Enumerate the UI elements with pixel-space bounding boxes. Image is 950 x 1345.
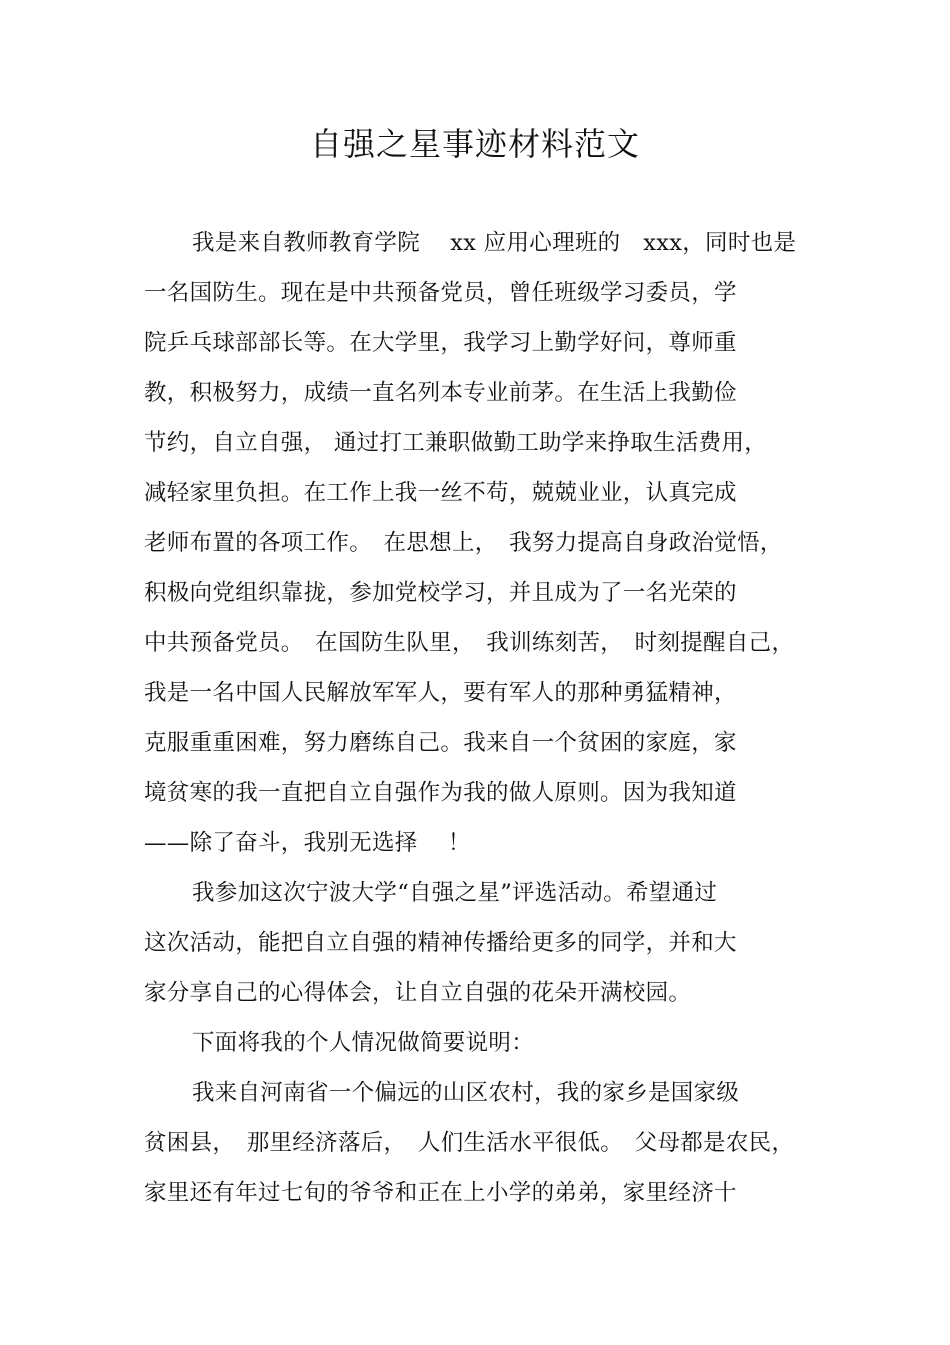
paragraph-line: 中共预备党员。 在国防生队里， 我训练刻苦， 时刻提醒自己， (144, 630, 795, 656)
document-body (144, 220, 804, 1220)
paragraph-line: 贫困县， 那里经济落后， 人们生活水平很低。 父母都是农民， (144, 1130, 795, 1156)
paragraph-line: 我是一名中国人民解放军军人，要有军人的那种勇猛精神， (144, 680, 737, 706)
paragraph-line: 院乒乓球部部长等。在大学里，我学习上勤学好问，尊师重 (144, 330, 737, 356)
paragraph-line: 节约，自立自强， 通过打工兼职做勤工助学来挣取生活费用， (144, 430, 768, 456)
paragraph-line: 一名国防生。现在是中共预备党员，曾任班级学习委员，学 (144, 280, 737, 306)
paragraph-line: ——除了奋斗，我别无选择 ！ (144, 830, 471, 856)
paragraph-line: 家里还有年过七旬的爷爷和正在上小学的弟弟，家里经济十 (144, 1180, 737, 1206)
paragraph-line: 减轻家里负担。在工作上我一丝不苟，兢兢业业，认真完成 (144, 480, 737, 506)
paragraph-line: 教，积极努力，成绩一直名列本专业前茅。在生活上我勤俭 (144, 380, 737, 406)
paragraph-line: 我来自河南省一个偏远的山区农村，我的家乡是国家级 (192, 1080, 740, 1106)
paragraph-line: 家分享自己的心得体会，让自立自强的花朵开满校园。 (144, 980, 692, 1006)
paragraph-line: 境贫寒的我一直把自立自强作为我的做人原则。因为我知道 (144, 780, 737, 806)
document-title: 自强之星事迹材料范文 (309, 125, 640, 163)
paragraph-line: 我是来自教师教育学院 xx 应用心理班的 xxx，同时也是 (192, 230, 797, 256)
paragraph-line: 积极向党组织靠拢，参加党校学习，并且成为了一名光荣的 (144, 580, 737, 606)
paragraph-line: 我参加这次宁波大学“自强之星”评选活动。希望通过 (192, 880, 718, 906)
paragraph-line: 下面将我的个人情况做简要说明： (192, 1030, 535, 1056)
paragraph-line: 老师布置的各项工作。 在思想上， 我努力提高自身政治觉悟， (144, 530, 783, 556)
paragraph-line: 克服重重困难，努力磨练自己。我来自一个贫困的家庭，家 (144, 730, 737, 756)
paragraph-line: 这次活动，能把自立自强的精神传播给更多的同学，并和大 (144, 930, 737, 956)
